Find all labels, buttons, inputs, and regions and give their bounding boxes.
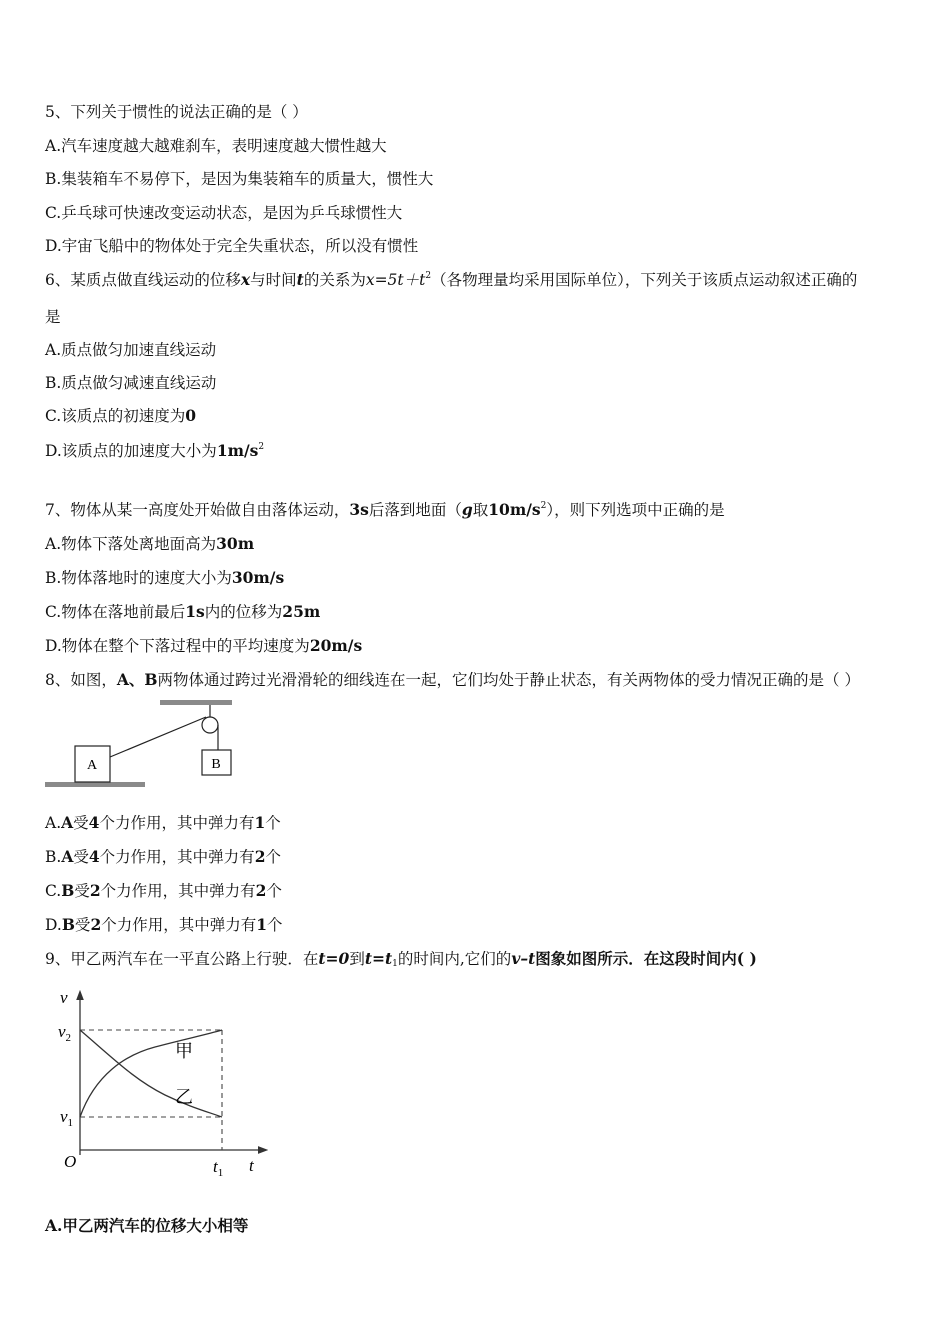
q8-option-a (45, 813, 281, 833)
q5-option-b: B.集装箱车不易停下，是因为集装箱车的质量大，惯性大 (45, 170, 434, 188)
q7-stem-value: 10m/s (488, 500, 541, 519)
force-count: 2 (90, 915, 102, 934)
q7-stem-time: 3s (349, 500, 369, 519)
v-axis-label: v (60, 988, 68, 1007)
q7-stem (45, 500, 725, 520)
q9-vt-label: v–t (511, 949, 536, 968)
option-text: 受 (74, 916, 91, 934)
q6-var-x: x (240, 270, 251, 289)
elastic-count: 2 (255, 881, 267, 900)
q7-stem-exponent: 2 (540, 501, 547, 511)
v2-label: $v_2$ (58, 1022, 72, 1044)
option-letter: C. (45, 882, 62, 900)
q7-option-d-text: D.物体在整个下落过程中的平均速度为 (45, 637, 310, 655)
q9-time-zero: t=0 (318, 949, 350, 968)
q7-option-c-value: 1s (185, 602, 205, 621)
q8-option-c (45, 881, 282, 901)
object-label: B (61, 881, 75, 900)
q6-option-b: B.质点做匀减速直线运动 (45, 374, 217, 392)
q7-option-b-value: 30m/s (231, 568, 285, 587)
object-label: A (61, 847, 74, 866)
q7-option-a-value: 30m (216, 534, 255, 553)
q8-option-b (45, 847, 281, 867)
t-axis-label: t (249, 1156, 254, 1175)
q7-stem-text: 7、物体从某一高度处开始做自由落体运动， (45, 501, 350, 519)
curve-jia-label: 甲 (175, 1041, 193, 1061)
q6-stem-text: 6、某质点做直线运动的位移 (45, 271, 241, 289)
q8-stem-text: 两物体通过跨过光滑滑轮的细线连在一起，它们均处于静止状态，有关两物体的受力情况正确的是（ ） (157, 671, 860, 689)
option-letter: B. (45, 848, 62, 866)
origin-label: O (64, 1152, 77, 1171)
q8-option-d (45, 915, 283, 935)
v1-label: $v_1$ (60, 1107, 74, 1129)
q6-option-c-text: C.该质点的初速度为 (45, 407, 186, 425)
q7-option-a (45, 534, 254, 554)
q7-option-c-value: 25m (282, 602, 321, 621)
option-text: 受 (73, 848, 89, 866)
q9-stem-text: 9、甲乙两汽车在一平直公路上行驶．在 (45, 950, 319, 968)
ground (45, 782, 145, 787)
q7-stem-g: g (461, 500, 473, 519)
option-text: 个 (265, 848, 281, 866)
q6-option-d-value: 1m/s (216, 441, 259, 460)
curve-yi-label: 乙 (175, 1087, 193, 1107)
q7-stem-text: 取 (472, 501, 489, 519)
option-text: 个 (265, 814, 281, 832)
option-text: 个 (267, 916, 283, 934)
q7-option-d (45, 636, 362, 656)
q7-option-c-text: 内的位移为 (204, 603, 283, 621)
q6-stem-continuation: 是 (45, 308, 61, 326)
q6-option-a: A.质点做匀加速直线运动 (45, 341, 217, 359)
option-letter: D. (45, 916, 62, 934)
q7-option-b-text: B.物体落地时的速度大小为 (45, 569, 232, 587)
q9-option-a: A.甲乙两汽车的位移大小相等 (45, 1216, 249, 1235)
option-text: 受 (74, 882, 90, 900)
q6-option-d-text: D.该质点的加速度大小为 (45, 442, 217, 460)
q9-stem-text: 的时间内,它们的 (397, 950, 512, 968)
q6-option-d (45, 441, 264, 461)
q9-stem-text: 图象如图所示．在这段时间内( ) (535, 949, 757, 968)
q6-equation-exponent: 2 (425, 271, 432, 281)
q6-equation: x=5t＋t (365, 271, 426, 289)
q7-option-b (45, 568, 284, 588)
q9-stem (45, 949, 757, 969)
q7-stem-text: 后落到地面（ (368, 501, 462, 519)
q5-option-a: A.汽车速度越大越难刹车，表明速度越大惯性越大 (45, 137, 387, 155)
q8-stem-objects: A、B (116, 670, 158, 689)
option-text: 个力作用，其中弹力有 (101, 916, 257, 934)
q9-stem-text: 到 (349, 950, 365, 968)
q7-stem-text: ），则下列选项中正确的是 (546, 501, 725, 519)
q9-time-t1-subscript: 1 (392, 959, 398, 969)
q9-time-t1: t=t (364, 949, 393, 968)
q9-vt-graph (55, 985, 275, 1180)
q6-stem-text: 的关系为 (303, 271, 366, 289)
option-text: 个力作用，其中弹力有 (100, 882, 256, 900)
q6-stem-text: 与时间 (250, 271, 297, 289)
q7-option-c (45, 602, 320, 622)
option-text: 个力作用，其中弹力有 (99, 814, 255, 832)
force-count: 4 (88, 847, 100, 866)
q8-pulley-figure (40, 695, 240, 795)
block-b-label: B (211, 757, 221, 772)
elastic-count: 1 (256, 915, 268, 934)
q6-option-d-exponent: 2 (258, 442, 265, 452)
option-letter: A. (45, 814, 62, 832)
q6-option-c (45, 406, 196, 426)
q7-option-c-text: C.物体在落地前最后 (45, 603, 186, 621)
block-a-label: A (86, 758, 98, 773)
q8-stem (45, 670, 860, 690)
q5-option-d: D.宇宙飞船中的物体处于完全失重状态，所以没有惯性 (45, 237, 419, 255)
q6-stem (45, 270, 857, 290)
force-count: 4 (88, 813, 100, 832)
elastic-count: 1 (254, 813, 266, 832)
option-text: 受 (73, 814, 89, 832)
object-label: A (61, 813, 74, 832)
curve-jia (80, 1030, 222, 1117)
q8-stem-text: 8、如图， (45, 671, 117, 689)
option-text: 个 (266, 882, 282, 900)
elastic-count: 2 (254, 847, 266, 866)
q5-stem: 5、下列关于惯性的说法正确的是（ ） (45, 103, 308, 121)
q5-option-c: C.乒乓球可快速改变运动状态，是因为乒乓球惯性大 (45, 204, 403, 222)
q7-option-a-text: A.物体下落处离地面高为 (45, 535, 217, 553)
t1-tick-label: $t_1$ (213, 1157, 224, 1179)
q6-stem-text: （各物理量均采用国际单位），下列关于该质点运动叙述正确的 (431, 271, 858, 289)
object-label: B (61, 915, 75, 934)
curve-yi (80, 1030, 222, 1117)
q6-option-c-value: 0 (185, 406, 197, 425)
option-text: 个力作用，其中弹力有 (99, 848, 255, 866)
force-count: 2 (89, 881, 101, 900)
string-a (110, 717, 206, 757)
q6-var-t: t (296, 270, 304, 289)
ceiling (160, 700, 232, 705)
q7-option-d-value: 20m/s (309, 636, 363, 655)
pulley (202, 717, 218, 733)
